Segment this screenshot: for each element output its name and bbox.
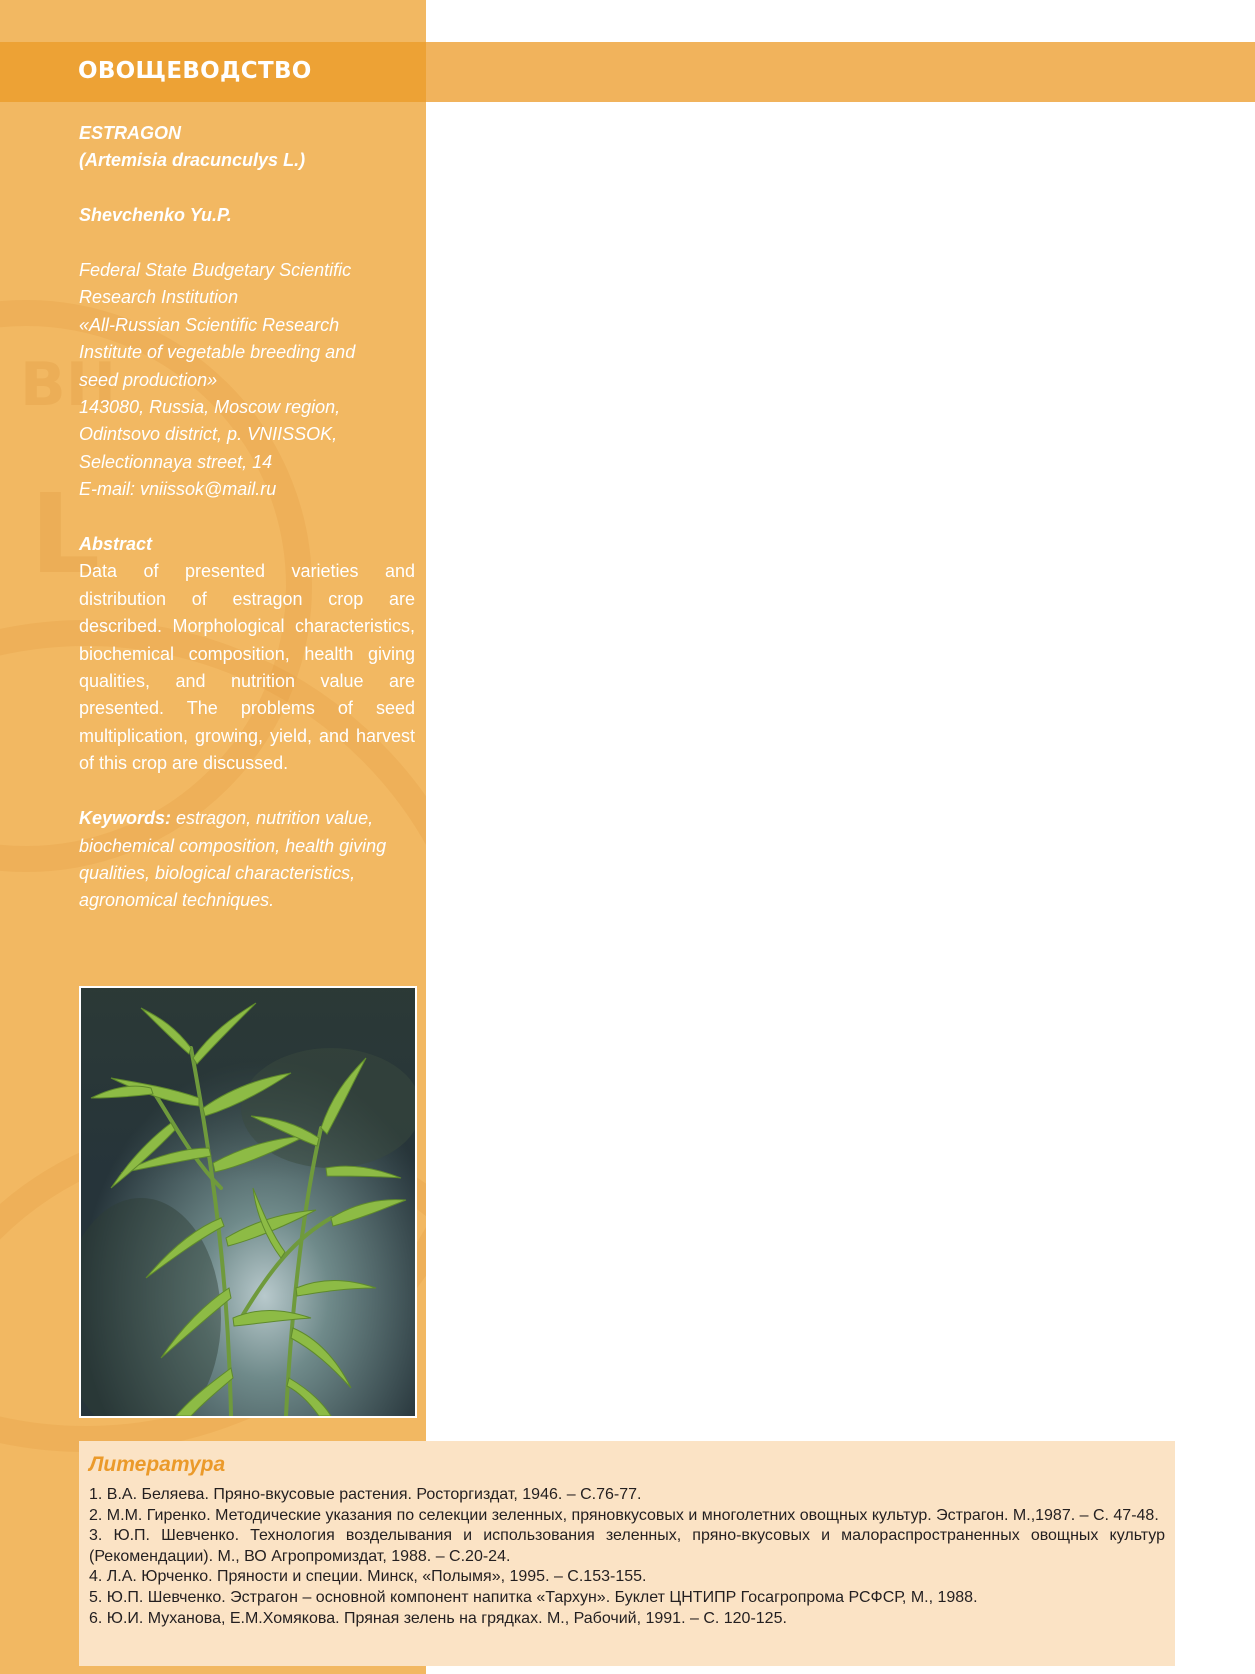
affiliation-line: «All-Russian Scientific Research — [79, 314, 340, 335]
article-title: ESTRAGON — [79, 123, 182, 143]
article-info-column — [79, 120, 415, 915]
abstract-heading: Abstract — [79, 534, 153, 555]
reference-item: 3. Ю.П. Шевченко. Технология возделывания и использования зеленных, пряно-вкусовых и малораспространенных овощных культур (Рекомендации). М., ВО Агропромиздат, 1988. – С.20-24. — [89, 1527, 1165, 1565]
affiliation-line: Institute of vegetable breeding and — [79, 342, 356, 363]
reference-item: 4. Л.А. Юрченко. Пряности и специи. Минск, «Полымя», 1995. – С.153-155. — [89, 1568, 647, 1586]
email: E-mail: vniissok@mail.ru — [79, 479, 277, 500]
section-title: ОВОЩЕВОДСТВО — [78, 58, 312, 84]
affiliation-line: Research Institution — [79, 287, 239, 308]
keywords — [79, 805, 415, 915]
reference-item: 1. В.А. Беляева. Пряно-вкусовые растения. Росторгиздат, 1946. – С.76-77. — [89, 1486, 642, 1503]
author: Shevchenko Yu.P. — [79, 205, 232, 226]
affiliation-line: 143080, Russia, Moscow region, — [79, 397, 341, 418]
reference-item: 6. Ю.И. Муханова, Е.М.Хомякова. Пряная зелень на грядках. М., Рабочий, 1991. – С. 120-125. — [89, 1609, 787, 1627]
watermark-logo-decoration: L — [30, 470, 101, 598]
watermark-logo-decoration: ВН — [20, 350, 116, 420]
keywords-text: estragon, nutrition value, biochemical composition, health giving qualities, biological characteristics, agronomical techniques. — [79, 808, 387, 911]
affiliation-line: Selectionnaya street, 14 — [79, 451, 273, 472]
affiliation-line: Odintsovo district, p. VNIISSOK, — [79, 424, 338, 445]
reference-item: 2. М.М. Гиренко. Методические указания по селекции зеленных, пряновкусовых и многолетних овощных культур. Эстрагон. М.,1987. – С. 47-48. — [89, 1506, 1159, 1524]
affiliation-line: Federal State Budgetary Scientific — [79, 260, 352, 280]
affiliation — [79, 257, 415, 504]
tarragon-photo — [79, 986, 417, 1418]
latin-name: (Artemisia dracunculys L.) — [79, 150, 306, 171]
reference-item: 5. Ю.П. Шевченко. Эстрагон – основной компонент напитка «Тархун». Буклет ЦНТИПР Госагропрома РСФСР, М., 1988. — [89, 1588, 978, 1606]
references-title: Литература — [89, 1453, 226, 1476]
abstract-text: Data of presented varieties and distribution of estragon crop are described. Morphological characteristics, biochemical composition, health giving qualities, and nutrition value are presented. The problems of seed multiplication, growing, yield, and harvest of this crop are discussed. — [79, 561, 415, 774]
affiliation-line: seed production» — [79, 369, 218, 390]
keywords-label: Keywords: — [79, 808, 172, 829]
tarragon-plant-image — [81, 988, 415, 1416]
references-box — [79, 1441, 1175, 1666]
references-list — [89, 1485, 1165, 1629]
